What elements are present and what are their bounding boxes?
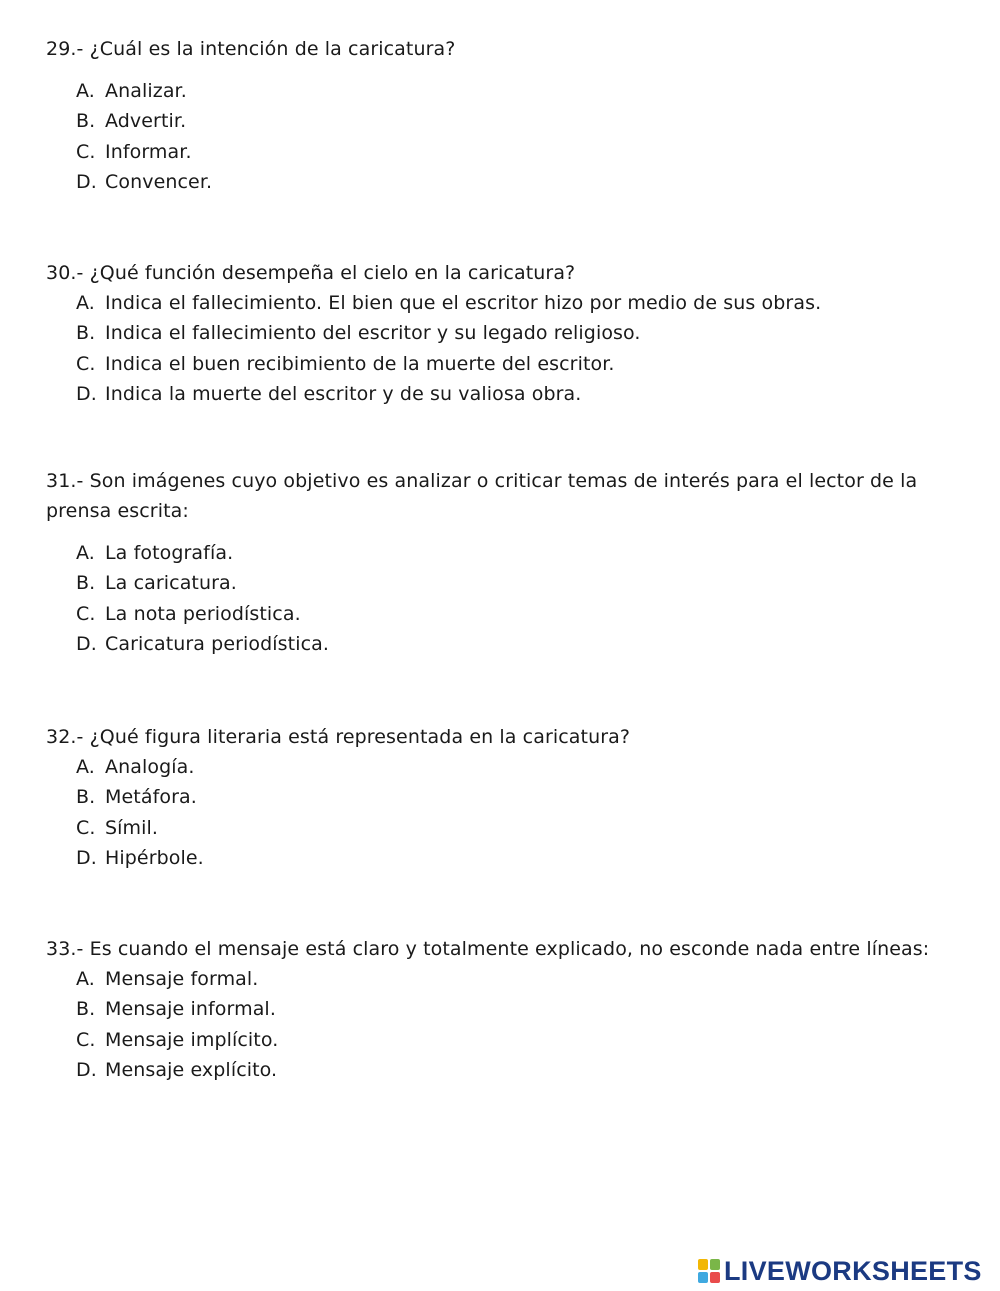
option-letter: A. bbox=[76, 542, 95, 564]
option-letter: B. bbox=[76, 572, 96, 595]
brand-tile-yellow bbox=[698, 1259, 708, 1270]
brand-grid-icon bbox=[698, 1259, 720, 1283]
question-text: 30.- ¿Qué función desempeña el cielo en la caricatura? bbox=[46, 262, 576, 284]
question-text: 31.- Son imágenes cuyo objetivo es analizar o criticar temas de interés para el lector de la prensa escrita: bbox=[46, 470, 918, 522]
option-text: Mensaje explícito. bbox=[105, 1058, 278, 1081]
option-letter: D. bbox=[76, 170, 97, 193]
liveworksheets-logo bbox=[698, 1256, 982, 1286]
question-29 bbox=[46, 34, 946, 197]
option-text: Caricatura periodística. bbox=[105, 632, 330, 655]
question-32 bbox=[46, 722, 946, 873]
option-b[interactable] bbox=[76, 318, 946, 348]
option-b[interactable] bbox=[76, 568, 946, 598]
option-text: Convencer. bbox=[105, 170, 213, 193]
option-c[interactable] bbox=[76, 599, 946, 629]
option-text: Hipérbole. bbox=[105, 846, 204, 869]
option-text: Mensaje implícito. bbox=[105, 1028, 279, 1051]
option-a[interactable] bbox=[76, 752, 946, 782]
option-letter: C. bbox=[76, 816, 96, 839]
option-d[interactable] bbox=[76, 379, 946, 409]
option-letter: C. bbox=[76, 352, 96, 375]
option-letter: D. bbox=[76, 1058, 97, 1081]
option-text: Informar. bbox=[105, 140, 192, 163]
option-d[interactable] bbox=[76, 167, 946, 197]
question-text: 33.- Es cuando el mensaje está claro y totalmente explicado, no esconde nada entre líneas: bbox=[46, 938, 930, 960]
options-list bbox=[46, 964, 946, 1085]
option-a[interactable] bbox=[76, 538, 946, 568]
brand-tile-red bbox=[710, 1272, 720, 1283]
option-c[interactable] bbox=[76, 813, 946, 843]
option-text: La caricatura. bbox=[105, 572, 237, 595]
option-text: Analogía. bbox=[105, 756, 195, 778]
question-33 bbox=[46, 934, 946, 1085]
option-a[interactable] bbox=[76, 964, 946, 994]
option-text: Mensaje informal. bbox=[105, 998, 276, 1021]
option-text: Metáfora. bbox=[105, 786, 197, 809]
brand-tile-blue bbox=[698, 1272, 708, 1283]
option-text: Indica el buen recibimiento de la muerte del escritor. bbox=[105, 352, 615, 375]
options-list bbox=[46, 752, 946, 873]
brand-wordmark: LIVEWORKSHEETS bbox=[724, 1255, 982, 1286]
option-b[interactable] bbox=[76, 782, 946, 812]
option-a[interactable] bbox=[76, 76, 946, 106]
option-letter: C. bbox=[76, 1028, 96, 1051]
options-list bbox=[46, 288, 946, 409]
option-letter: D. bbox=[76, 382, 97, 405]
option-d[interactable] bbox=[76, 843, 946, 873]
option-text: Indica el fallecimiento. El bien que el escritor hizo por medio de sus obras. bbox=[105, 292, 822, 314]
option-d[interactable] bbox=[76, 629, 946, 659]
option-text: Indica el fallecimiento del escritor y su legado religioso. bbox=[105, 322, 641, 345]
question-30 bbox=[46, 258, 946, 409]
option-letter: B. bbox=[76, 322, 96, 345]
option-d[interactable] bbox=[76, 1055, 946, 1085]
option-letter: A. bbox=[76, 80, 95, 102]
option-text: Analizar. bbox=[105, 80, 187, 102]
option-text: Indica la muerte del escritor y de su valiosa obra. bbox=[105, 382, 582, 405]
option-letter: C. bbox=[76, 140, 96, 163]
option-c[interactable] bbox=[76, 1025, 946, 1055]
option-letter: B. bbox=[76, 110, 96, 133]
question-text: 32.- ¿Qué figura literaria está representada en la caricatura? bbox=[46, 726, 631, 748]
option-letter: A. bbox=[76, 292, 95, 314]
option-text: Mensaje formal. bbox=[105, 968, 259, 990]
option-letter: A. bbox=[76, 968, 95, 990]
option-b[interactable] bbox=[76, 106, 946, 136]
option-c[interactable] bbox=[76, 137, 946, 167]
option-letter: D. bbox=[76, 632, 97, 655]
option-b[interactable] bbox=[76, 994, 946, 1024]
option-text: Símil. bbox=[105, 816, 159, 839]
option-letter: C. bbox=[76, 602, 96, 625]
option-c[interactable] bbox=[76, 349, 946, 379]
brand-tile-green bbox=[710, 1259, 720, 1270]
options-list bbox=[46, 76, 946, 197]
option-text: La fotografía. bbox=[105, 542, 234, 564]
question-text: 29.- ¿Cuál es la intención de la caricatura? bbox=[46, 38, 456, 60]
option-text: La nota periodística. bbox=[105, 602, 301, 625]
option-letter: D. bbox=[76, 846, 97, 869]
option-letter: B. bbox=[76, 998, 96, 1021]
option-text: Advertir. bbox=[105, 110, 187, 133]
option-a[interactable] bbox=[76, 288, 946, 318]
options-list bbox=[46, 538, 946, 659]
question-31 bbox=[46, 466, 946, 659]
option-letter: B. bbox=[76, 786, 96, 809]
option-letter: A. bbox=[76, 756, 95, 778]
